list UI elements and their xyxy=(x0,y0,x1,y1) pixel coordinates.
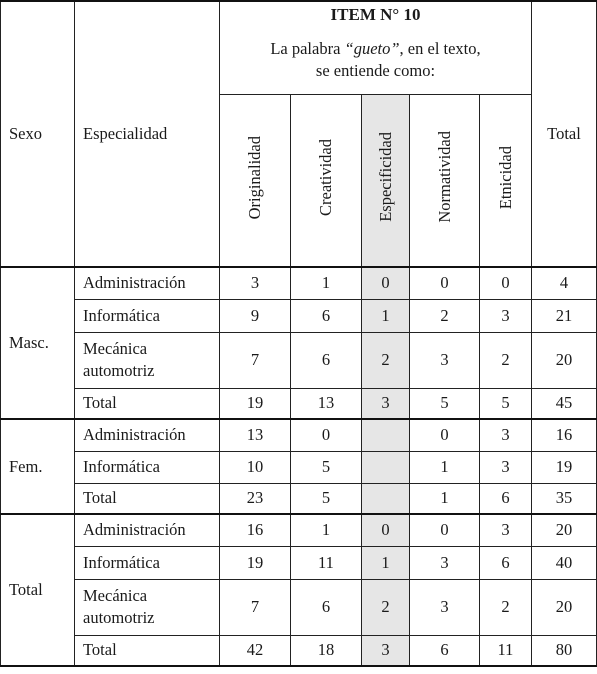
header-total: Total xyxy=(532,1,597,267)
row-especialidad: Total xyxy=(75,388,220,419)
cell-value: 0 xyxy=(410,419,480,451)
cell-value: 5 xyxy=(291,451,362,483)
cell-value: 0 xyxy=(410,514,480,546)
cell-value: 23 xyxy=(220,483,291,514)
cell-value: 6 xyxy=(291,332,362,388)
row-especialidad: Total xyxy=(75,483,220,514)
cell-total: 16 xyxy=(532,419,597,451)
cell-total: 21 xyxy=(532,299,597,332)
cell-value: 0 xyxy=(410,267,480,299)
cell-value: 5 xyxy=(291,483,362,514)
cell-value: 9 xyxy=(220,299,291,332)
item-question: La palabra “gueto”, en el texto, se entiende como: xyxy=(270,39,481,80)
cell-total: 20 xyxy=(532,514,597,546)
row-especialidad: Mecánica automotriz xyxy=(75,332,220,388)
cell-value: 0 xyxy=(362,514,410,546)
cell-value: 19 xyxy=(220,388,291,419)
cell-value: 3 xyxy=(410,579,480,635)
cell-value: 16 xyxy=(220,514,291,546)
cell-value: 13 xyxy=(291,388,362,419)
table-row xyxy=(1,419,597,451)
cell-value: 42 xyxy=(220,635,291,666)
cell-value: 3 xyxy=(480,299,532,332)
cell-value xyxy=(362,483,410,514)
cell-value: 1 xyxy=(291,267,362,299)
cell-total: 40 xyxy=(532,546,597,579)
cell-total: 35 xyxy=(532,483,597,514)
cell-total: 4 xyxy=(532,267,597,299)
header-especialidad: Especialidad xyxy=(75,1,220,267)
row-especialidad: Administración xyxy=(75,514,220,546)
row-especialidad: Total xyxy=(75,635,220,666)
cell-value: 11 xyxy=(291,546,362,579)
cell-value: 6 xyxy=(480,546,532,579)
cell-value: 6 xyxy=(291,299,362,332)
cell-value: 5 xyxy=(410,388,480,419)
cell-value: 1 xyxy=(291,514,362,546)
cell-value: 3 xyxy=(362,635,410,666)
cell-value: 11 xyxy=(480,635,532,666)
table-row xyxy=(1,483,597,514)
item-title: ITEM N° 10 xyxy=(330,5,421,24)
table-row xyxy=(1,451,597,483)
row-especialidad: Informática xyxy=(75,546,220,579)
cell-total: 19 xyxy=(532,451,597,483)
cell-value xyxy=(362,451,410,483)
cell-value: 3 xyxy=(480,451,532,483)
table-row xyxy=(1,332,597,388)
row-especialidad: Administración xyxy=(75,419,220,451)
header-sexo: Sexo xyxy=(1,1,75,267)
row-especialidad: Administración xyxy=(75,267,220,299)
cell-value: 6 xyxy=(480,483,532,514)
cell-value: 1 xyxy=(362,546,410,579)
header-option-originalidad: Originalidad xyxy=(220,94,291,267)
cell-value: 0 xyxy=(480,267,532,299)
cell-value: 19 xyxy=(220,546,291,579)
row-especialidad: Mecánica automotriz xyxy=(75,579,220,635)
row-especialidad: Informática xyxy=(75,299,220,332)
cell-value: 0 xyxy=(362,267,410,299)
cell-value: 3 xyxy=(480,514,532,546)
table-row xyxy=(1,635,597,666)
table-row xyxy=(1,299,597,332)
cell-value: 6 xyxy=(291,579,362,635)
cell-value xyxy=(362,419,410,451)
table-row xyxy=(1,579,597,635)
cell-value: 7 xyxy=(220,332,291,388)
cell-value: 1 xyxy=(362,299,410,332)
cell-value: 5 xyxy=(480,388,532,419)
header-option-etnicidad: Etnicidad xyxy=(480,94,532,267)
cell-value: 0 xyxy=(291,419,362,451)
cell-total: 20 xyxy=(532,332,597,388)
cell-value: 3 xyxy=(410,332,480,388)
cell-value: 2 xyxy=(480,579,532,635)
cell-value: 13 xyxy=(220,419,291,451)
cell-value: 3 xyxy=(480,419,532,451)
row-especialidad: Informática xyxy=(75,451,220,483)
header-row-top xyxy=(1,1,597,94)
cell-value: 1 xyxy=(410,451,480,483)
table-row xyxy=(1,388,597,419)
cell-total: 80 xyxy=(532,635,597,666)
cell-total: 20 xyxy=(532,579,597,635)
cell-value: 7 xyxy=(220,579,291,635)
header-option-especificidad: Especificidad xyxy=(362,94,410,267)
cell-value: 3 xyxy=(220,267,291,299)
group-sexo-masc: Masc. xyxy=(1,267,75,419)
cell-total: 45 xyxy=(532,388,597,419)
header-option-creatividad: Creatividad xyxy=(291,94,362,267)
cell-value: 2 xyxy=(480,332,532,388)
header-option-normatividad: Normatividad xyxy=(410,94,480,267)
cell-value: 1 xyxy=(410,483,480,514)
table-row xyxy=(1,267,597,299)
cell-value: 18 xyxy=(291,635,362,666)
group-sexo-total: Total xyxy=(1,514,75,666)
cell-value: 10 xyxy=(220,451,291,483)
table-row xyxy=(1,546,597,579)
cell-value: 3 xyxy=(410,546,480,579)
cell-value: 2 xyxy=(410,299,480,332)
cell-value: 6 xyxy=(410,635,480,666)
item-header xyxy=(220,1,532,94)
table-row xyxy=(1,514,597,546)
cell-value: 2 xyxy=(362,579,410,635)
cell-value: 2 xyxy=(362,332,410,388)
group-sexo-fem: Fem. xyxy=(1,419,75,514)
cell-value: 3 xyxy=(362,388,410,419)
